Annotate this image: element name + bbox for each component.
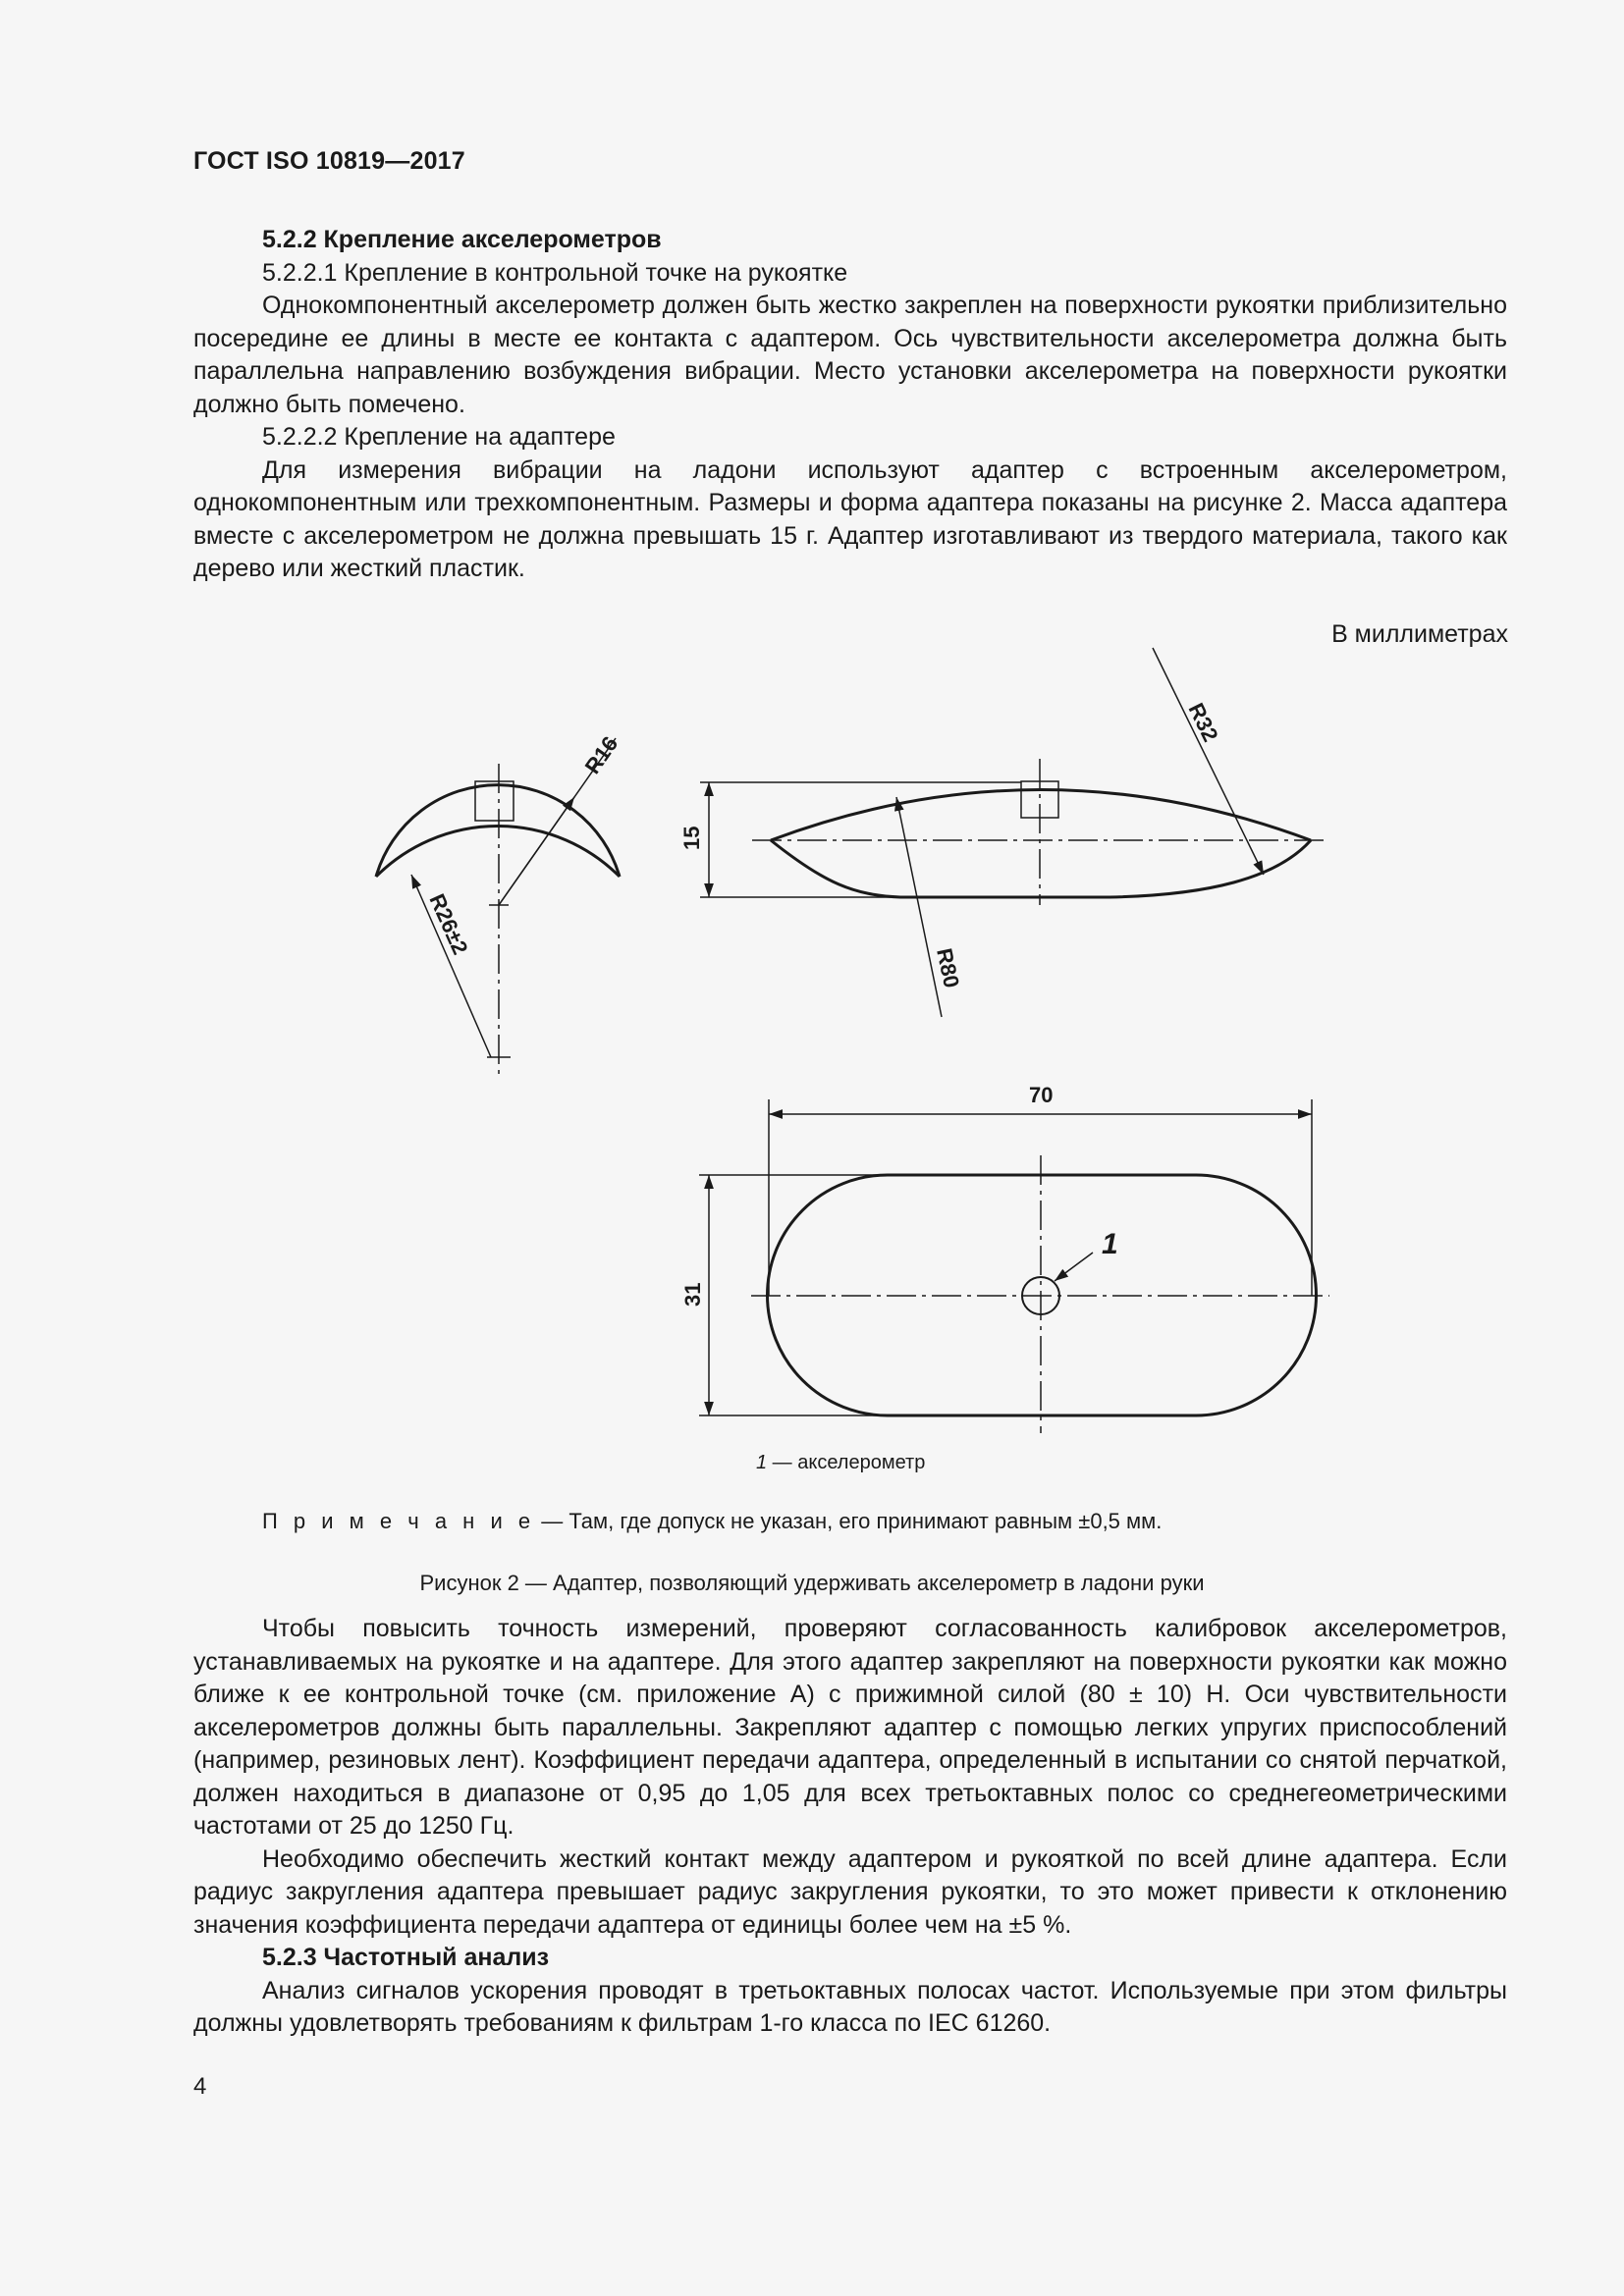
units-note: В миллиметрах	[1331, 620, 1508, 648]
r80-leader	[896, 797, 942, 1017]
legend-text: — акселерометр	[767, 1452, 926, 1473]
figure-caption: Рисунок 2 — Адаптер, позволяющий удерживать акселерометр в ладони руки	[419, 1571, 1205, 1595]
subsection-5-2-2-1-text: Однокомпонентный акселерометр должен быть жестко закреплен на поверхности рукоятки приблизительно посередине ее длины в месте ее контакта с адаптером. Ось чувствительности акселерометра должна быть параллельна направлению возбуждения вибрации. Место установки акселерометра на поверхности рукоятки должно быть помечено.	[193, 292, 1507, 418]
dim-31-label: 31	[680, 1282, 705, 1307]
cross-section-view	[376, 738, 620, 1075]
r16-label: R16	[579, 731, 623, 778]
lens-bottom-arc	[771, 840, 1311, 897]
r26-label: R26±2	[424, 889, 473, 959]
paragraph-calibration: Чтобы повысить точность измерений, проверяют согласованность калибровок акселерометров, устанавливаемых на рукоятке и на адаптере. Для этого адаптер закрепляют на поверхности рукоятки как можно ближе к ее контрольной точке (см. приложение А) с прижимной силой (80 ± 10) Н. Оси чувствительности акселерометров должны быть параллельны. Закрепляют адаптер с помощью легких упругих приспособлений (например, резиновых лент). Коэффициент передачи адаптера, определенный в испытании со снятой перчаткой, должен находиться в диапазоне от 0,95 до 1,05 для всех третьоктавных полос со среднегеометрическими частотами от 25 до 1250 Гц.	[193, 1615, 1507, 1840]
note-text: — Там, где допуск не указан, его принимают равным ±0,5 мм.	[535, 1509, 1163, 1533]
subsection-5-2-2-1-title: 5.2.2.1 Крепление в контрольной точке на рукоятке	[262, 258, 848, 287]
subsection-5-2-2-2-text: Для измерения вибрации на ладони используют адаптер с встроенным акселерометром, однокомпонентным или трехкомпонентным. Размеры и форма адаптера показаны на рисунке 2. Масса адаптера вместе с акселерометром не должна превышать 15 г. Адаптер изготавливают из твердого материала, такого как дерево или жесткий пластик.	[193, 455, 1507, 582]
dim-15-label: 15	[679, 826, 704, 850]
document-header: ГОСТ ISO 10819—2017	[193, 147, 465, 175]
paragraph-frequency-analysis: Анализ сигналов ускорения проводят в третьоктавных полосах частот. Используемые при этом фильтры должны удовлетворять требованиям к фильтрам 1-го класса по IEC 61260.	[193, 1976, 1507, 2037]
paragraph-contact: Необходимо обеспечить жесткий контакт между адаптером и рукояткой по всей длине адаптера. Если радиус закругления адаптера превышает радиус закругления рукоятки, то это может привести к отклонению значения коэффициента передачи адаптера от единицы более чем на ±5 %.	[193, 1844, 1507, 1939]
crescent-inner-arc	[376, 826, 620, 877]
section-5-2-2-title: 5.2.2 Крепление акселерометров	[262, 226, 662, 253]
r32-label: R32	[1183, 699, 1223, 746]
callout-leader	[1055, 1253, 1093, 1281]
crescent-outer-arc	[376, 785, 620, 877]
legend-number: 1	[756, 1452, 768, 1473]
r80-label: R80	[932, 945, 964, 990]
page-number: 4	[193, 2073, 207, 2100]
subsection-5-2-2-2-title: 5.2.2.2 Крепление на адаптере	[262, 423, 616, 451]
figure-note	[262, 1509, 1162, 1534]
callout-number: 1	[1102, 1228, 1118, 1260]
r16-arrow	[499, 797, 574, 905]
figure-legend	[756, 1452, 925, 1474]
section-5-2-3-title: 5.2.3 Частотный анализ	[262, 1944, 550, 1971]
note-label: П р и м е ч а н и е	[262, 1509, 536, 1533]
side-view	[700, 648, 1329, 1017]
lens-top-arc	[771, 790, 1311, 841]
dim-70-label: 70	[1029, 1083, 1054, 1107]
body-after-figure	[193, 1613, 1507, 2041]
top-view	[699, 1099, 1329, 1433]
